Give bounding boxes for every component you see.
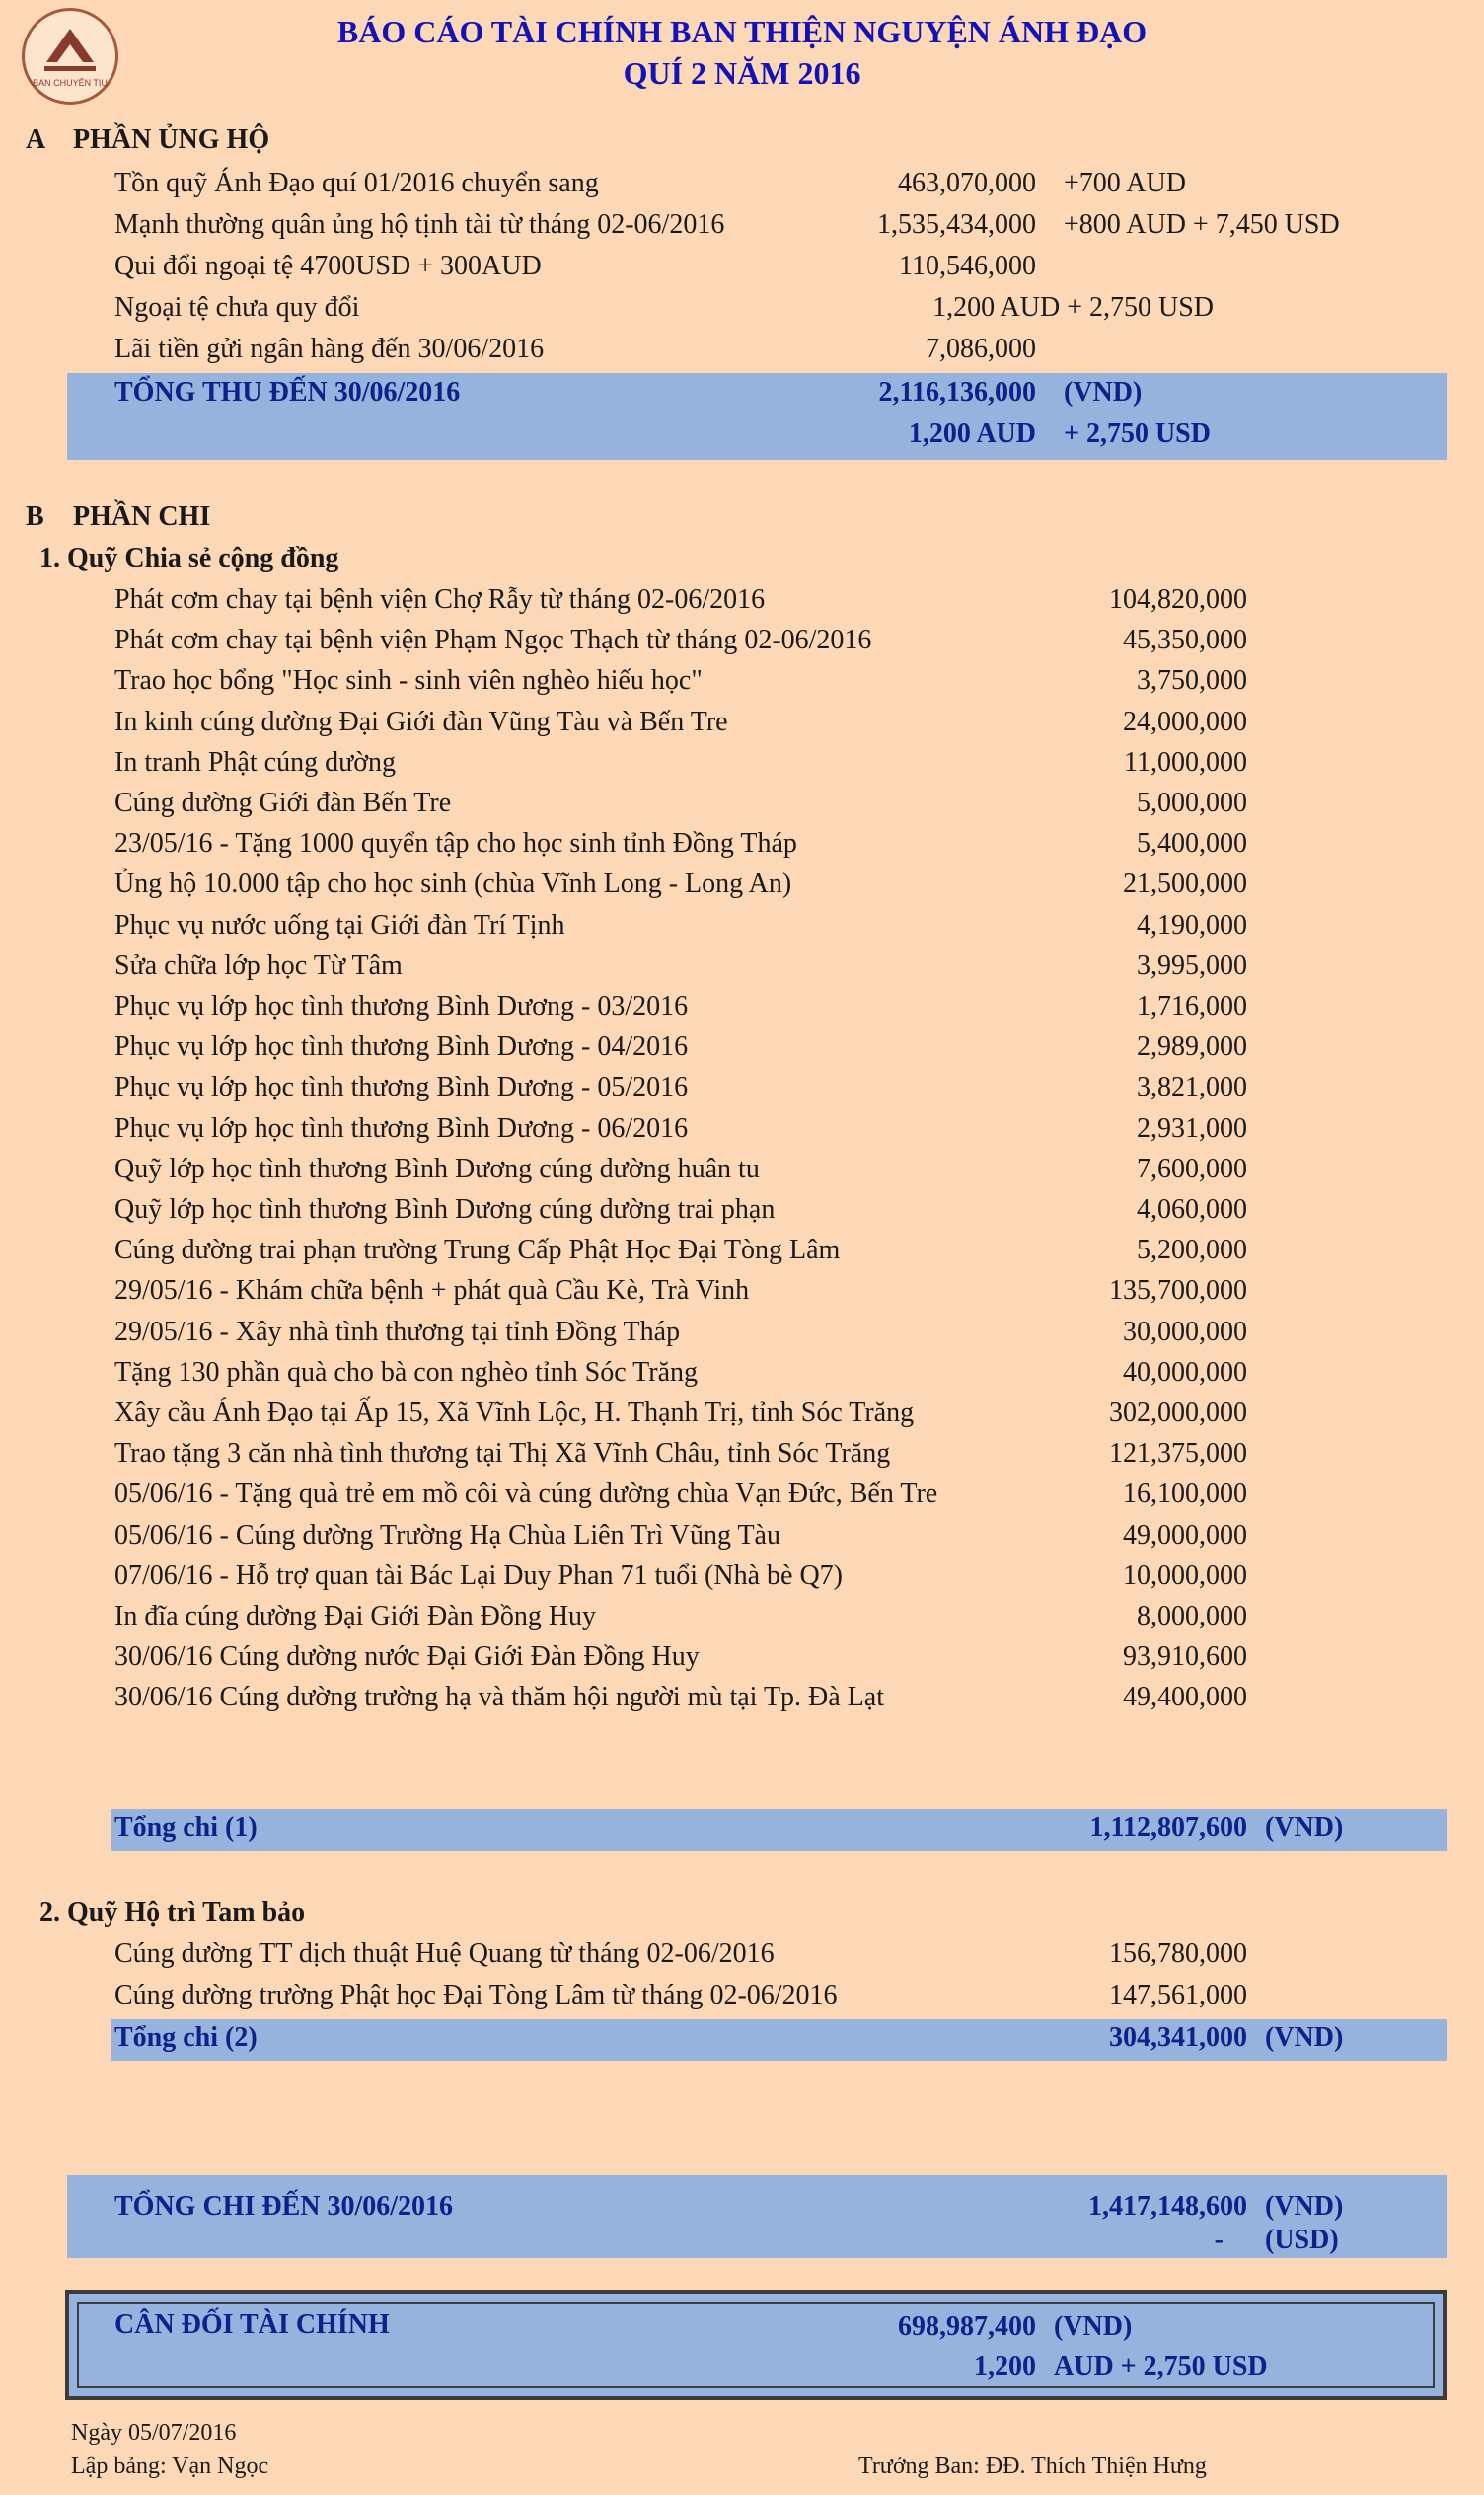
- income-amount: 7,086,000: [926, 334, 1036, 364]
- balance-unit: (VND): [1054, 2311, 1133, 2342]
- expense-amount: 49,000,000: [1123, 1520, 1247, 1550]
- expense-label: Trao tặng 3 căn nhà tình thương tại Thị Xã Vĩnh Châu, tỉnh Sóc Trăng: [114, 1438, 891, 1469]
- expense-label: Trao học bổng "Học sinh - sinh viên nghèo hiếu học": [114, 665, 703, 696]
- expense-amount: 3,750,000: [1137, 665, 1247, 696]
- expense-amount: 93,910,600: [1123, 1641, 1247, 1672]
- expense-amount: 302,000,000: [1109, 1398, 1247, 1428]
- balance-foreign-amount: 1,200: [974, 2351, 1036, 2382]
- grand-total-usd-unit: (USD): [1265, 2225, 1339, 2255]
- expense-label: 30/06/16 Cúng dường trường hạ và thăm hội người mù tại Tp. Đà Lạt: [114, 1682, 885, 1712]
- expense-label: Phục vụ lớp học tình thương Bình Dương - 04/2016: [114, 1031, 689, 1062]
- fund1-heading: 1. Quỹ Chia sẻ cộng đồng: [39, 543, 339, 573]
- fund2-total-label: Tổng chi (2): [114, 2022, 258, 2053]
- expense-amount: 8,000,000: [1137, 1601, 1247, 1631]
- expense-amount: 135,700,000: [1109, 1275, 1247, 1306]
- fund1-total-label: Tổng chi (1): [114, 1812, 258, 1843]
- balance-amount: 698,987,400: [898, 2311, 1036, 2342]
- expense-label: Tặng 130 phần quà cho bà con nghèo tỉnh Sóc Trăng: [114, 1357, 699, 1388]
- fund2-total-amount: 304,341,000: [1109, 2022, 1247, 2053]
- income-label: Tồn quỹ Ánh Đạo quí 01/2016 chuyển sang: [114, 168, 599, 198]
- expense-label: 07/06/16 - Hỗ trợ quan tài Bác Lại Duy Phan 71 tuổi (Nhà bè Q7): [114, 1560, 843, 1591]
- expense-label: 23/05/16 - Tặng 1000 quyển tập cho học sinh tỉnh Đồng Tháp: [114, 828, 797, 859]
- income-amount: 1,535,434,000: [877, 209, 1036, 240]
- income-label: Lãi tiền gửi ngân hàng đến 30/06/2016: [114, 334, 545, 364]
- income-amount: 1,200 AUD + 2,750 USD: [932, 292, 1214, 323]
- expense-label: 29/05/16 - Xây nhà tình thương tại tỉnh Đồng Tháp: [114, 1317, 681, 1347]
- expense-amount: 2,989,000: [1137, 1031, 1247, 1062]
- income-extra: +700 AUD: [1064, 168, 1186, 198]
- expense-amount: 11,000,000: [1124, 747, 1247, 778]
- report-title: BÁO CÁO TÀI CHÍNH BAN THIỆN NGUYỆN ÁNH ĐẠO: [336, 14, 1148, 49]
- section-a-letter: A: [26, 124, 46, 155]
- expense-amount: 3,821,000: [1137, 1072, 1247, 1102]
- expense-label: Ủng hộ 10.000 tập cho học sinh (chùa Vĩnh Long - Long An): [114, 869, 792, 899]
- income-label: Mạnh thường quân ủng hộ tịnh tài từ tháng 02-06/2016: [114, 209, 725, 240]
- expense-label: 30/06/16 Cúng dường nước Đại Giới Đàn Đồng Huy: [114, 1641, 700, 1672]
- expense-amount: 24,000,000: [1123, 707, 1247, 737]
- expense-amount: 21,500,000: [1123, 869, 1247, 899]
- income-amount: 463,070,000: [898, 168, 1036, 198]
- expense-amount: 147,561,000: [1109, 1980, 1247, 2010]
- fund1-total-unit: (VND): [1265, 1812, 1344, 1843]
- income-label: Qui đổi ngoại tệ 4700USD + 300AUD: [114, 251, 542, 281]
- expense-label: Xây cầu Ánh Đạo tại Ấp 15, Xã Vĩnh Lộc, H. Thạnh Trị, tỉnh Sóc Trăng: [114, 1398, 915, 1428]
- expense-amount: 7,600,000: [1137, 1154, 1247, 1184]
- total-income-foreign-usd: + 2,750 USD: [1064, 418, 1211, 449]
- fund2-total-unit: (VND): [1265, 2022, 1344, 2053]
- balance-label: CÂN ĐỐI TÀI CHÍNH: [114, 2309, 390, 2340]
- expense-label: Phục vụ lớp học tình thương Bình Dương - 03/2016: [114, 991, 689, 1021]
- expense-label: Phục vụ lớp học tình thương Bình Dương - 06/2016: [114, 1113, 689, 1144]
- expense-amount: 2,931,000: [1137, 1113, 1247, 1144]
- section-b-heading: PHẦN CHI: [73, 501, 211, 532]
- expense-label: Phát cơm chay tại bệnh viện Phạm Ngọc Thạch từ tháng 02-06/2016: [114, 625, 872, 655]
- total-income-label: TỔNG THU ĐẾN 30/06/2016: [114, 377, 461, 408]
- expense-amount: 1,716,000: [1137, 991, 1247, 1021]
- expense-amount: 5,400,000: [1137, 828, 1247, 859]
- expense-label: Cúng dường trai phạn trường Trung Cấp Phật Học Đại Tòng Lâm: [114, 1235, 841, 1265]
- expense-amount: 16,100,000: [1123, 1478, 1247, 1509]
- total-income-foreign: 1,200 AUD: [908, 418, 1036, 449]
- expense-label: Quỹ lớp học tình thương Bình Dương cúng dường trai phạn: [114, 1194, 776, 1225]
- expense-label: Cúng dường Giới đàn Bến Tre: [114, 788, 452, 818]
- expense-amount: 3,995,000: [1137, 950, 1247, 981]
- expense-amount: 45,350,000: [1123, 625, 1247, 655]
- expense-amount: 30,000,000: [1123, 1317, 1247, 1347]
- income-label: Ngoại tệ chưa quy đổi: [114, 292, 360, 323]
- expense-label: 29/05/16 - Khám chữa bệnh + phát quà Cầu Kè, Trà Vinh: [114, 1275, 750, 1306]
- section-b-letter: B: [26, 501, 44, 532]
- expense-amount: 104,820,000: [1109, 584, 1247, 615]
- expense-label: Phục vụ nước uống tại Giới đàn Trí Tịnh: [114, 910, 565, 941]
- total-income-amount: 2,116,136,000: [878, 377, 1036, 408]
- total-income-unit: (VND): [1064, 377, 1143, 408]
- expense-label: 05/06/16 - Cúng dường Trường Hạ Chùa Liên Trì Vũng Tàu: [114, 1520, 780, 1550]
- report-date: Ngày 05/07/2016: [71, 2420, 237, 2446]
- expense-label: Cúng dường TT dịch thuật Huệ Quang từ tháng 02-06/2016: [114, 1938, 775, 1969]
- fund1-total-amount: 1,112,807,600: [1089, 1812, 1247, 1843]
- balance-foreign-unit: AUD + 2,750 USD: [1054, 2351, 1268, 2382]
- logo-caption: BAN CHUYÊN TỊU: [33, 78, 108, 88]
- expense-amount: 156,780,000: [1109, 1938, 1247, 1969]
- grand-total-usd-amount: -: [1214, 2225, 1224, 2255]
- expense-amount: 4,190,000: [1137, 910, 1247, 941]
- report-subtitle: QUÍ 2 NĂM 2016: [623, 55, 861, 91]
- expense-label: Sửa chữa lớp học Từ Tâm: [114, 950, 403, 981]
- expense-amount: 4,060,000: [1137, 1194, 1247, 1225]
- expense-label: Phát cơm chay tại bệnh viện Chợ Rẫy từ tháng 02-06/2016: [114, 584, 766, 615]
- expense-label: Quỹ lớp học tình thương Bình Dương cúng dường huân tu: [114, 1154, 760, 1184]
- expense-label: In đĩa cúng dường Đại Giới Đàn Đồng Huy: [114, 1601, 597, 1631]
- expense-label: Phục vụ lớp học tình thương Bình Dương - 05/2016: [114, 1072, 689, 1102]
- balance-box: [65, 2290, 1447, 2400]
- expense-amount: 10,000,000: [1123, 1560, 1247, 1591]
- expense-amount: 40,000,000: [1123, 1357, 1247, 1388]
- section-a-heading: PHẦN ỦNG HỘ: [73, 124, 270, 155]
- expense-label: 05/06/16 - Tặng quà trẻ em mồ côi và cúng dường chùa Vạn Đức, Bến Tre: [114, 1478, 938, 1509]
- prepared-by: Lập bảng: Vạn Ngọc: [71, 2454, 269, 2479]
- income-amount: 110,546,000: [899, 251, 1036, 281]
- expense-label: Cúng dường trường Phật học Đại Tòng Lâm từ tháng 02-06/2016: [114, 1980, 838, 2010]
- head-signature-line: Trưởng Ban: ĐĐ. Thích Thiện Hưng: [858, 2454, 1207, 2479]
- grand-total-unit: (VND): [1265, 2191, 1344, 2222]
- fund2-heading: 2. Quỹ Hộ trì Tam bảo: [39, 1897, 306, 1928]
- expense-amount: 49,400,000: [1123, 1682, 1247, 1712]
- grand-total-label: TỔNG CHI ĐẾN 30/06/2016: [114, 2191, 454, 2222]
- income-extra: +800 AUD + 7,450 USD: [1064, 209, 1340, 240]
- expense-amount: 121,375,000: [1109, 1438, 1247, 1469]
- expense-label: In tranh Phật cúng dường: [114, 747, 397, 778]
- expense-label: In kinh cúng dường Đại Giới đàn Vũng Tàu và Bến Tre: [114, 707, 728, 737]
- expense-amount: 5,000,000: [1137, 788, 1247, 818]
- grand-total-amount: 1,417,148,600: [1088, 2191, 1247, 2222]
- expense-amount: 5,200,000: [1137, 1235, 1247, 1265]
